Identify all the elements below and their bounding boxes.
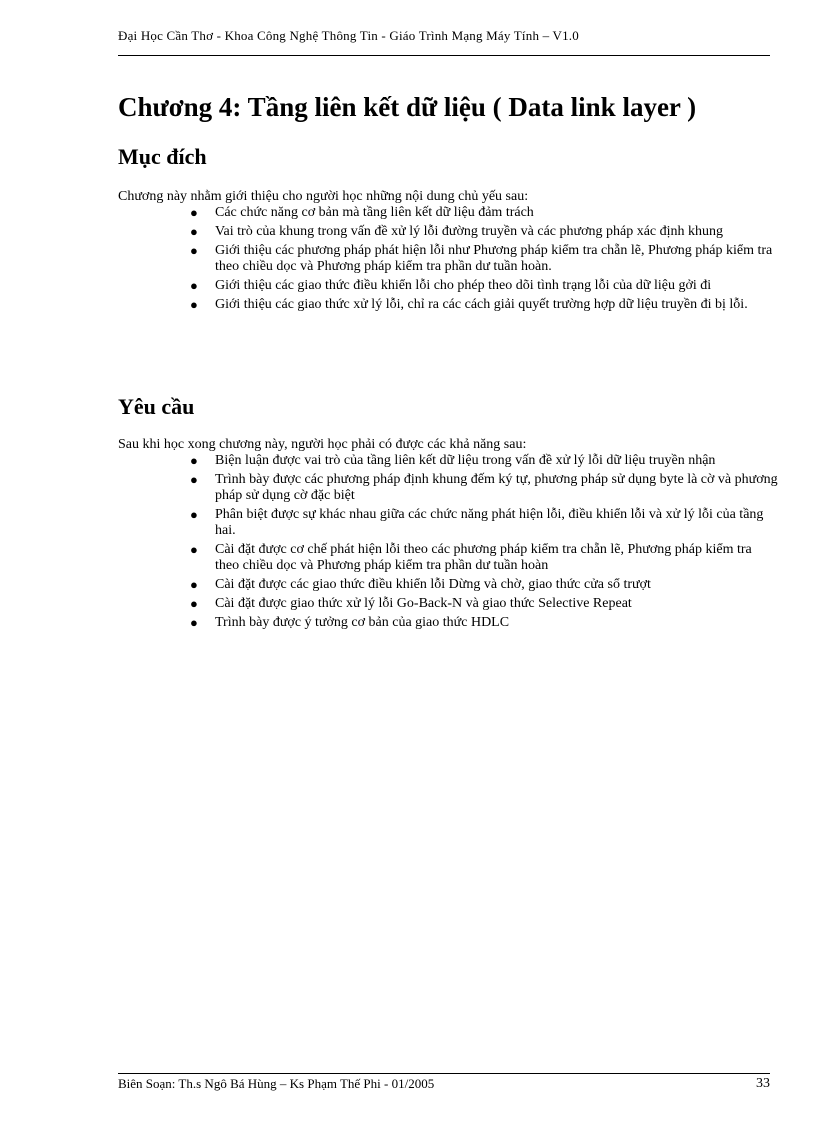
- list-item: [118, 577, 778, 593]
- footer-divider: [118, 1073, 770, 1074]
- list-item: [118, 542, 778, 574]
- list-item-text: Trình bày được các phương pháp định khung đếm ký tự, phương pháp sử dụng byte là cờ và phương pháp sử dụng cờ đặc biệt: [215, 472, 778, 503]
- bullet-icon: ●: [190, 278, 198, 293]
- bullet-icon: ●: [190, 224, 198, 239]
- list-item-text: Giới thiệu các phương pháp phát hiện lỗi như Phương pháp kiểm tra chẵn lẽ, Phương pháp kiểm tra theo chiều dọc và Phương pháp kiểm tra phần dư tuần hoàn.: [215, 243, 773, 274]
- purpose-heading: Mục đích: [118, 144, 207, 169]
- list-item-text: Các chức năng cơ bản mà tầng liên kết dữ liệu đảm trách: [215, 205, 534, 220]
- bullet-icon: ●: [190, 453, 198, 468]
- bullet-icon: ●: [190, 615, 198, 630]
- list-item-text: Cài đặt được các giao thức điều khiển lỗi Dừng và chờ, giao thức cửa sổ trượt: [215, 577, 651, 592]
- purpose-intro: Chương này nhằm giới thiệu cho người học những nội dung chủ yếu sau:: [118, 189, 529, 204]
- list-item: [118, 297, 778, 313]
- list-item: [118, 224, 778, 240]
- list-item: [118, 472, 778, 504]
- requirements-list: [118, 453, 778, 631]
- list-item: [118, 615, 778, 631]
- chapter-title: Chương 4: Tầng liên kết dữ liệu ( Data link layer ): [118, 92, 697, 122]
- header-divider: [118, 55, 770, 56]
- list-item: [118, 453, 778, 469]
- requirements-intro: Sau khi học xong chương này, người học phải có được các khả năng sau:: [118, 437, 527, 452]
- list-item-text: Phân biệt được sự khác nhau giữa các chức năng phát hiện lỗi, điều khiển lỗi và xử lý lỗi của tầng hai.: [215, 507, 764, 538]
- list-item: [118, 278, 778, 294]
- bullet-icon: ●: [190, 243, 198, 258]
- list-item-text: Cài đặt được giao thức xử lý lỗi Go-Back-N và giao thức Selective Repeat: [215, 596, 632, 611]
- list-item-text: Cài đặt được cơ chế phát hiện lỗi theo các phương pháp kiểm tra chẵn lẽ, Phương pháp kiểm tra theo chiều dọc và Phương pháp kiểm tra phần dư tuần hoàn: [215, 542, 752, 573]
- page-header: Đại Học Cần Thơ - Khoa Công Nghệ Thông Tin - Giáo Trình Mạng Máy Tính – V1.0: [118, 28, 579, 43]
- list-item-text: Vai trò của khung trong vấn đề xử lý lỗi đường truyền và các phương pháp xác định khung: [215, 224, 724, 239]
- bullet-icon: ●: [190, 542, 198, 557]
- list-item: [118, 596, 778, 612]
- bullet-icon: ●: [190, 205, 198, 220]
- bullet-icon: ●: [190, 596, 198, 611]
- bullet-icon: ●: [190, 297, 198, 312]
- bullet-icon: ●: [190, 507, 198, 522]
- purpose-section: [118, 144, 778, 316]
- list-item: [118, 205, 778, 221]
- list-item: [118, 507, 778, 539]
- list-item: [118, 243, 778, 275]
- bullet-icon: ●: [190, 577, 198, 592]
- page-number: 33: [756, 1076, 770, 1091]
- requirements-heading: Yêu cầu: [118, 394, 195, 419]
- purpose-list: [118, 205, 778, 313]
- list-item-text: Giới thiệu các giao thức xử lý lỗi, chỉ ra các cách giải quyết trường hợp dữ liệu truyền đi bị lỗi.: [215, 297, 748, 312]
- list-item-text: Biện luận được vai trò của tầng liên kết dữ liệu trong vấn đề xử lý lỗi dữ liệu truyền nhận: [215, 453, 716, 468]
- list-item-text: Trình bày được ý tưởng cơ bản của giao thức HDLC: [215, 615, 510, 630]
- bullet-icon: ●: [190, 472, 198, 487]
- requirements-section: [118, 394, 778, 634]
- list-item-text: Giới thiệu các giao thức điều khiển lỗi cho phép theo dõi tình trạng lỗi của dữ liệu gởi đi: [215, 278, 712, 293]
- footer-authors: Biên Soạn: Th.s Ngô Bá Hùng – Ks Phạm Thế Phi - 01/2005: [118, 1076, 435, 1091]
